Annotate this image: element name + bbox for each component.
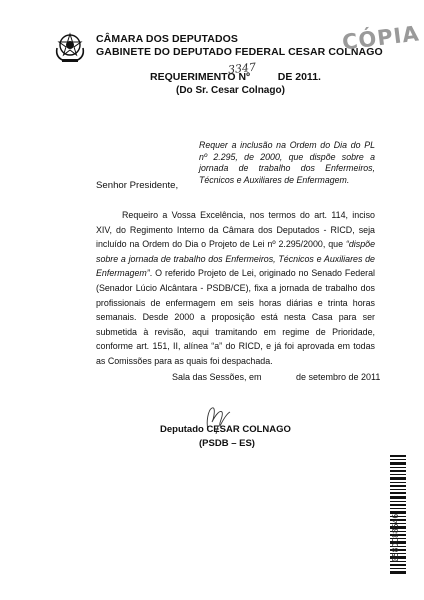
signatory-name: Deputado CESAR COLNAGO	[160, 424, 291, 435]
chamber-name: CÂMARA DOS DEPUTADOS	[96, 33, 239, 45]
salutation: Senhor Presidente,	[96, 180, 179, 191]
copy-stamp: CÓPIA	[340, 21, 421, 55]
requerimento-year: DE 2011.	[277, 71, 321, 83]
body-paragraph	[96, 208, 375, 369]
requerimento-author: (Do Sr. Cesar Colnago)	[176, 85, 285, 96]
body-part1: Requeiro a Vossa Excelência, nos termos do art. 114, inciso XIV, do Regimento Interno da Câmara dos Deputados - RICD, seja incluído na Ordem do Dia o Projeto de Lei nº 2.295/2000, que	[96, 210, 375, 250]
barcode-number: 058DC88546	[391, 513, 400, 562]
ementa-text: Requer a inclusão na Ordem do Dia do PL nº 2.295, de 2000, que dispõe sobre a jornada de trabalho dos Enfermeiros, Técnicos e Auxiliares de Enfermagem.	[199, 140, 375, 185]
body-part2: . O referido Projeto de Lei, originado no Senado Federal (Senador Lúcio Alcântara - PSDB/CE), fixa a jornada de trabalho dos profissionais de enfermagem em seis horas diárias e trinta horas semanais. Desde 2000 a proposição está nesta Casa para ser submetida à revisão, aqui tramitando em regime de Prioridade, conforme art. 151, II, alínea “a” do RICD, e já foi aprovada em todas as Comissões para as quais foi despachada.	[96, 268, 375, 366]
office-name: GABINETE DO DEPUTADO FEDERAL CESAR COLNAGO	[96, 46, 383, 58]
session-date: de setembro de 2011	[296, 372, 381, 382]
body-quote: “dispõe sobre a jornada de trabalho dos Enfermeiros, Técnicos e Auxiliares de Enfermagem”	[96, 239, 375, 279]
requerimento-number: 3347	[227, 60, 257, 77]
session-place: Sala das Sessões, em	[172, 372, 262, 382]
requerimento-prefix: REQUERIMENTO Nº	[150, 71, 250, 83]
brazil-coat-of-arms-icon	[53, 30, 87, 64]
signatory-party: (PSDB – ES)	[199, 438, 255, 449]
